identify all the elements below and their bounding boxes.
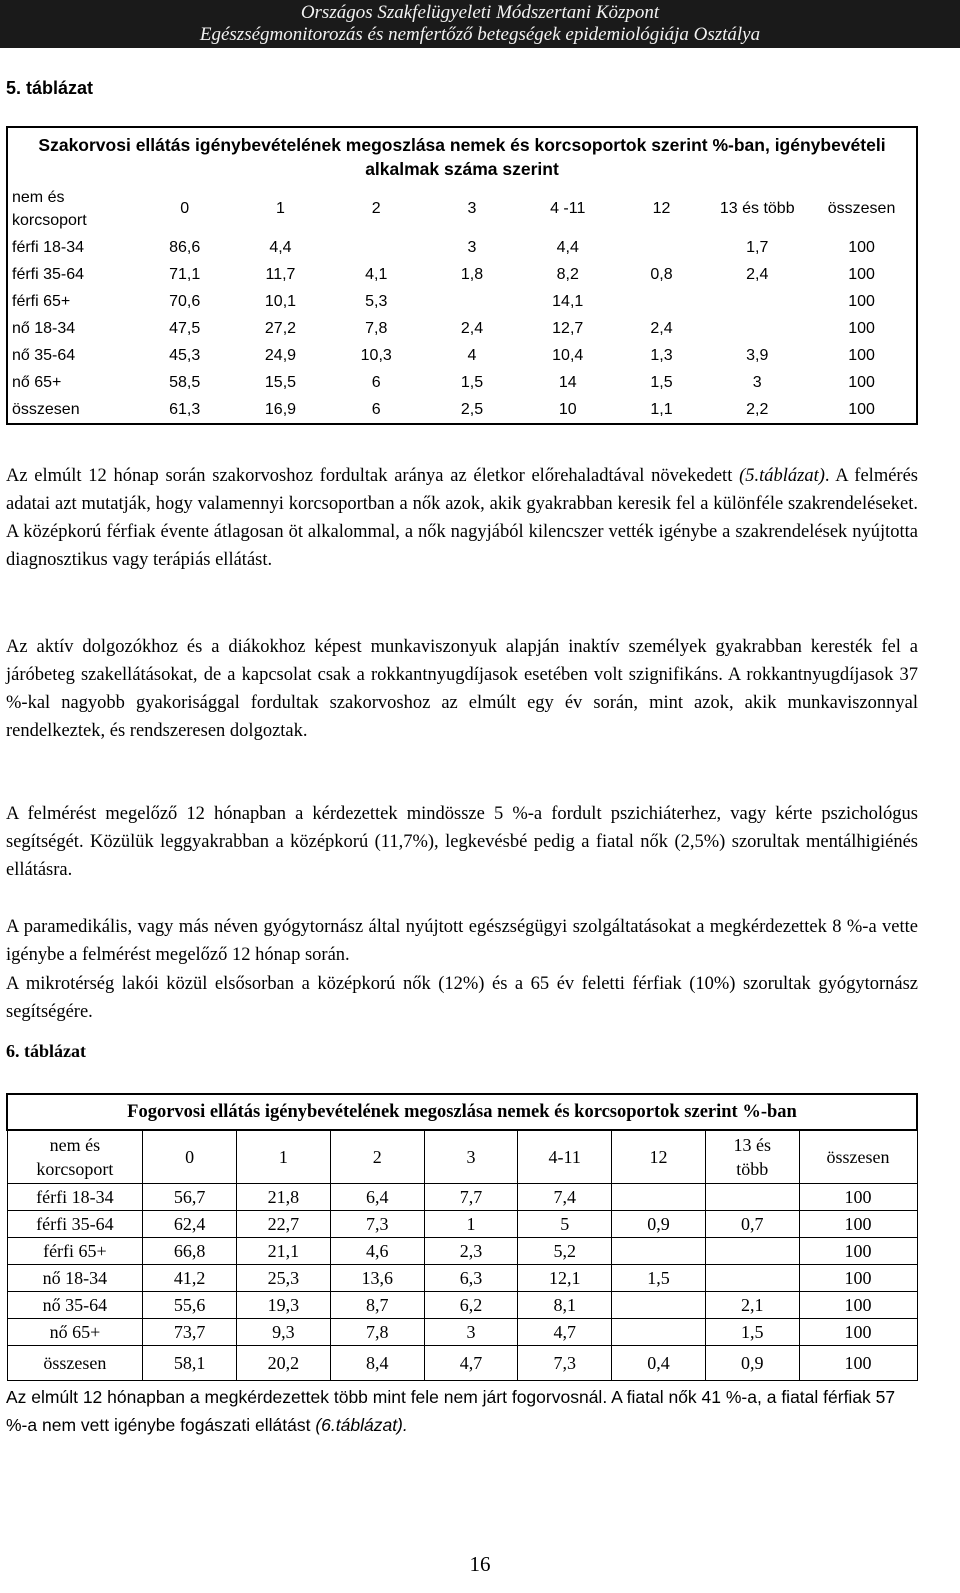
table5-cell: 3,9 [746, 346, 769, 364]
table6-cell [705, 1238, 799, 1265]
table5-cell: 12,7 [552, 319, 584, 337]
table5-col-header: 3 [467, 200, 477, 217]
table5-cell: 1,5 [460, 373, 484, 391]
table-row [7, 1184, 917, 1211]
paragraph-1 [6, 462, 918, 574]
table6-cell: 66,8 [143, 1238, 237, 1265]
table5-col-header: 1 [276, 200, 285, 217]
col13-line2: több [736, 1159, 769, 1179]
table5-title: Szakorvosi ellátás igénybevételének megoszlása nemek és korcsoportok szerint %-ban, igénybevételi alkalmak száma szerint [38, 135, 886, 179]
table5-col-header: 12 [652, 200, 671, 217]
table6-cell: 8,1 [518, 1292, 612, 1319]
p6-table-ref: (6.táblázat). [315, 1415, 408, 1435]
table6-header-row [7, 1130, 917, 1184]
paragraph-2: Az aktív dolgozókhoz és a diákokhoz képest munkaviszonyuk alapján inaktív személyek gyakrabban keresték fel a járóbeteg szakellátásokat, de a kapcsolat csak a rokkantnyugdíjasok esetében volt szignifikáns. A rokkantnyugdíjasok 37 %-kal nagyobb gyakorisággal fordultak szakorvoshoz az elmúlt egy év során, mint azok, akik munkaviszonnyal rendelkeztek, és rendszeresen dolgoztak. [6, 637, 918, 741]
table5-cell: 4,1 [365, 265, 388, 283]
table6-cell: 2,1 [705, 1292, 799, 1319]
table6-cell: 4,6 [330, 1238, 424, 1265]
table6-cell: 100 [799, 1238, 917, 1265]
table5-cell: 2,4 [746, 265, 769, 283]
table5-row-label: férfi 35-64 [12, 265, 85, 283]
table5-cell: 7,8 [365, 319, 388, 337]
p1-text-b: . A felmérés adatai azt mutatják, hogy valamennyi korcsoportban a nők azok, akik gyakrabban keresik fel a különféle szakrendeléseket. A középkorú férfiak évente átlagosan öt alkalommal, a nők nagyjából kilencszer vették igénybe a szakrendelések nyújtotta diagnosztikus vagy terápiás ellátást. [6, 466, 918, 570]
table5-cell: 10 [558, 400, 577, 418]
table5-cell: 100 [848, 373, 875, 391]
table5-cell: 2,5 [460, 400, 484, 418]
table-row [7, 1265, 917, 1292]
table5-cell: 10,3 [360, 346, 392, 364]
table5-cell: 61,3 [169, 400, 201, 418]
table6-col-header [705, 1130, 799, 1184]
table-row [7, 315, 917, 342]
table5-cell: 11,7 [265, 265, 296, 283]
table5-cell: 4 [467, 346, 477, 364]
table6-cell: 1,5 [705, 1319, 799, 1346]
table6-row-label: férfi 35-64 [7, 1211, 143, 1238]
table6-cell: 0,9 [705, 1346, 799, 1381]
table6-cell: 21,1 [237, 1238, 331, 1265]
table6-cell: 7,8 [330, 1319, 424, 1346]
table6-cell: 2,3 [424, 1238, 518, 1265]
table5-cell: 1,1 [650, 400, 673, 418]
table5-cell: 100 [848, 319, 875, 337]
table6-cell: 0,9 [612, 1211, 706, 1238]
paragraph-6 [6, 1383, 918, 1439]
table5-cell: 47,5 [169, 319, 201, 337]
table6-cell: 5 [518, 1211, 612, 1238]
corner-line1: nem és [49, 1135, 101, 1155]
table5-cell: 1,7 [746, 238, 769, 256]
table5-row-label: nő 35-64 [12, 346, 76, 364]
table5-cell: 4,4 [556, 238, 579, 256]
table6-cell: 22,7 [237, 1211, 331, 1238]
table5-cell: 2,2 [746, 400, 769, 418]
table-row [7, 1292, 917, 1319]
table6-col-header: 3 [424, 1130, 518, 1184]
table5-cell: 6 [371, 400, 381, 418]
table6-cell: 100 [799, 1292, 917, 1319]
table5-row-label: nő 18-34 [12, 319, 76, 337]
page-number: 16 [469, 1552, 491, 1576]
table6-cell [612, 1292, 706, 1319]
table5-cell: 10,1 [264, 292, 297, 310]
table6-cell: 5,2 [518, 1238, 612, 1265]
table6-cell: 3 [424, 1319, 518, 1346]
table5-cell: 5,3 [365, 292, 388, 310]
table6-cell: 56,7 [143, 1184, 237, 1211]
table6-row-label: férfi 18-34 [7, 1184, 143, 1211]
table5-cell: 70,6 [169, 292, 201, 310]
table6-cell: 100 [799, 1265, 917, 1292]
table-row [7, 342, 917, 369]
paragraph-5: A mikrotérség lakói közül elsősorban a középkorú nők (12%) és a 65 év feletti férfiak (10%) szorultak gyógytornász segítségére. [6, 974, 918, 1022]
table-row [7, 1346, 917, 1381]
table6-title: Fogorvosi ellátás igénybevételének megoszlása nemek és korcsoportok szerint %-ban [7, 1094, 917, 1130]
table5-cell: 24,9 [264, 346, 297, 364]
table5-cell [616, 234, 708, 261]
corner-line2: korcsoport [36, 1159, 114, 1179]
table6-cell [612, 1184, 706, 1211]
table5-label: 5. táblázat [6, 78, 94, 98]
table-row [7, 396, 917, 424]
table5-cell: 1,3 [650, 346, 673, 364]
table6-cell: 100 [799, 1319, 917, 1346]
table6-corner-header [7, 1130, 143, 1184]
table6-cell: 6,2 [424, 1292, 518, 1319]
table6-cell: 0,7 [705, 1211, 799, 1238]
table5-cell: 8,2 [556, 265, 579, 283]
table5-col-header: összesen [827, 200, 896, 217]
table6-cell: 100 [799, 1184, 917, 1211]
table5-cell: 86,6 [169, 238, 201, 256]
table5-cell: 100 [848, 292, 875, 310]
table-6 [6, 1093, 918, 1381]
table5-cell: 100 [848, 346, 875, 364]
table5-col-header: 13 és több [719, 200, 795, 217]
table6-cell: 13,6 [330, 1265, 424, 1292]
table6-cell: 20,2 [237, 1346, 331, 1381]
p6-text-a: Az elmúlt 12 hónapban a megkérdezettek több mint fele nem járt fogorvosnál. A fiatal nők 41 %-a, a fiatal férfiak 57 %-a nem vett igénybe fogászati ellátást [6, 1387, 896, 1435]
table-5 [6, 126, 918, 425]
col13-line1: 13 és [733, 1135, 771, 1155]
table5-cell: 1,5 [650, 373, 673, 391]
table6-cell: 73,7 [143, 1319, 237, 1346]
table5-cell [424, 288, 520, 315]
paragraph-4: A paramedikális, vagy más néven gyógytornász által nyújtott egészségügyi szolgáltatásokat a megkérdezettek 8 %-a vette igénybe a felmérést megelőző 12 hónap során. [6, 917, 918, 965]
table5-cell: 58,5 [169, 373, 201, 391]
corner-line1: nem és [12, 189, 65, 206]
table6-row-label: nő 65+ [7, 1319, 143, 1346]
table5-cell: 15,5 [264, 373, 297, 391]
table5-cell: 100 [848, 238, 875, 256]
table6-cell: 25,3 [237, 1265, 331, 1292]
p1-text-a: Az elmúlt 12 hónap során szakorvoshoz fordultak aránya az életkor előrehaladtával növekedett [6, 466, 740, 486]
corner-line2: korcsoport [12, 212, 87, 229]
table6-cell: 6,3 [424, 1265, 518, 1292]
table5-cell: 71,1 [169, 265, 201, 283]
table5-cell: 4,4 [269, 238, 292, 256]
header-department: Egészségmonitorozás és nemfertőző betegségek epidemiológiája Osztálya [199, 24, 761, 45]
table5-cell: 6 [371, 373, 381, 391]
table5-cell [707, 288, 807, 315]
table6-cell: 8,4 [330, 1346, 424, 1381]
table6-row-label: összesen [7, 1346, 143, 1381]
table6-col-header: összesen [799, 1130, 917, 1184]
table6-cell: 1 [424, 1211, 518, 1238]
table5-row-label: férfi 65+ [12, 292, 71, 310]
table5-cell: 16,9 [264, 400, 297, 418]
table6-cell: 7,3 [330, 1211, 424, 1238]
table6-col-header: 4-11 [518, 1130, 612, 1184]
table6-col-header: 1 [237, 1130, 331, 1184]
table6-col-header: 0 [143, 1130, 237, 1184]
table5-row-label: összesen [12, 400, 80, 418]
table6-row-label: nő 18-34 [7, 1265, 143, 1292]
table6-col-header: 12 [612, 1130, 706, 1184]
table5-cell: 100 [848, 400, 875, 418]
table5-corner-header [7, 184, 137, 234]
table6-cell: 8,7 [330, 1292, 424, 1319]
table5-col-header: 4 -11 [550, 200, 586, 217]
table6-cell: 6,4 [330, 1184, 424, 1211]
table6-cell: 0,4 [612, 1346, 706, 1381]
header-institution: Országos Szakfelügyeleti Módszertani Központ [300, 2, 660, 23]
table-row [7, 1319, 917, 1346]
p1-table-ref: (5.táblázat) [739, 466, 825, 486]
table6-cell [612, 1319, 706, 1346]
table5-cell: 3 [752, 373, 762, 391]
table5-col-header: 0 [180, 200, 190, 217]
table6-cell: 62,4 [143, 1211, 237, 1238]
table6-cell: 58,1 [143, 1346, 237, 1381]
table6-col-header: 2 [330, 1130, 424, 1184]
table6-cell: 1,5 [612, 1265, 706, 1292]
table5-cell: 2,4 [650, 319, 673, 337]
table5-row-label: férfi 18-34 [12, 238, 85, 256]
page-header [0, 0, 960, 48]
table5-cell: 27,2 [264, 319, 297, 337]
table6-cell: 7,7 [424, 1184, 518, 1211]
table6-cell: 7,4 [518, 1184, 612, 1211]
table5-cell: 10,4 [552, 346, 584, 364]
table6-cell: 19,3 [237, 1292, 331, 1319]
table6-cell: 4,7 [424, 1346, 518, 1381]
table6-cell: 100 [799, 1346, 917, 1381]
paragraph-3: A felmérést megelőző 12 hónapban a kérdezettek mindössze 5 %-a fordult pszichiáterhez, vagy kérte pszichológus segítségét. Közülük leggyakrabban a középkorú (11,7%), legkevésbé pedig a fiatal nők (2,5%) szorultak mentálhigiénés ellátásra. [6, 804, 918, 880]
table5-cell: 100 [848, 265, 875, 283]
table6-cell: 9,3 [237, 1319, 331, 1346]
table5-header-row [7, 184, 917, 234]
table5-cell [616, 288, 708, 315]
table6-row-label: férfi 65+ [7, 1238, 143, 1265]
table6-label: 6. táblázat [6, 1041, 86, 1061]
table6-row-label: nő 35-64 [7, 1292, 143, 1319]
table5-cell [328, 234, 424, 261]
table5-cell: 45,3 [169, 346, 201, 364]
table5-cell: 2,4 [460, 319, 484, 337]
table6-cell [705, 1265, 799, 1292]
table6-cell [612, 1238, 706, 1265]
table5-cell: 1,8 [460, 265, 484, 283]
table6-cell: 7,3 [518, 1346, 612, 1381]
table5-col-header: 2 [371, 200, 381, 217]
table6-cell: 12,1 [518, 1265, 612, 1292]
table6-cell: 21,8 [237, 1184, 331, 1211]
table6-cell: 41,2 [143, 1265, 237, 1292]
table5-cell: 14 [558, 373, 577, 391]
table-row [7, 261, 917, 288]
table-row [7, 234, 917, 261]
table5-cell: 14,1 [552, 292, 584, 310]
table-row [7, 288, 917, 315]
table6-cell: 55,6 [143, 1292, 237, 1319]
table6-cell: 100 [799, 1211, 917, 1238]
table6-cell [705, 1184, 799, 1211]
table6-cell: 4,7 [518, 1319, 612, 1346]
table-row [7, 369, 917, 396]
table-row [7, 1211, 917, 1238]
table-row [7, 1238, 917, 1265]
table5-cell [707, 315, 807, 342]
table5-cell: 0,8 [650, 265, 673, 283]
table5-cell: 3 [467, 238, 477, 256]
table5-row-label: nő 65+ [12, 373, 62, 391]
